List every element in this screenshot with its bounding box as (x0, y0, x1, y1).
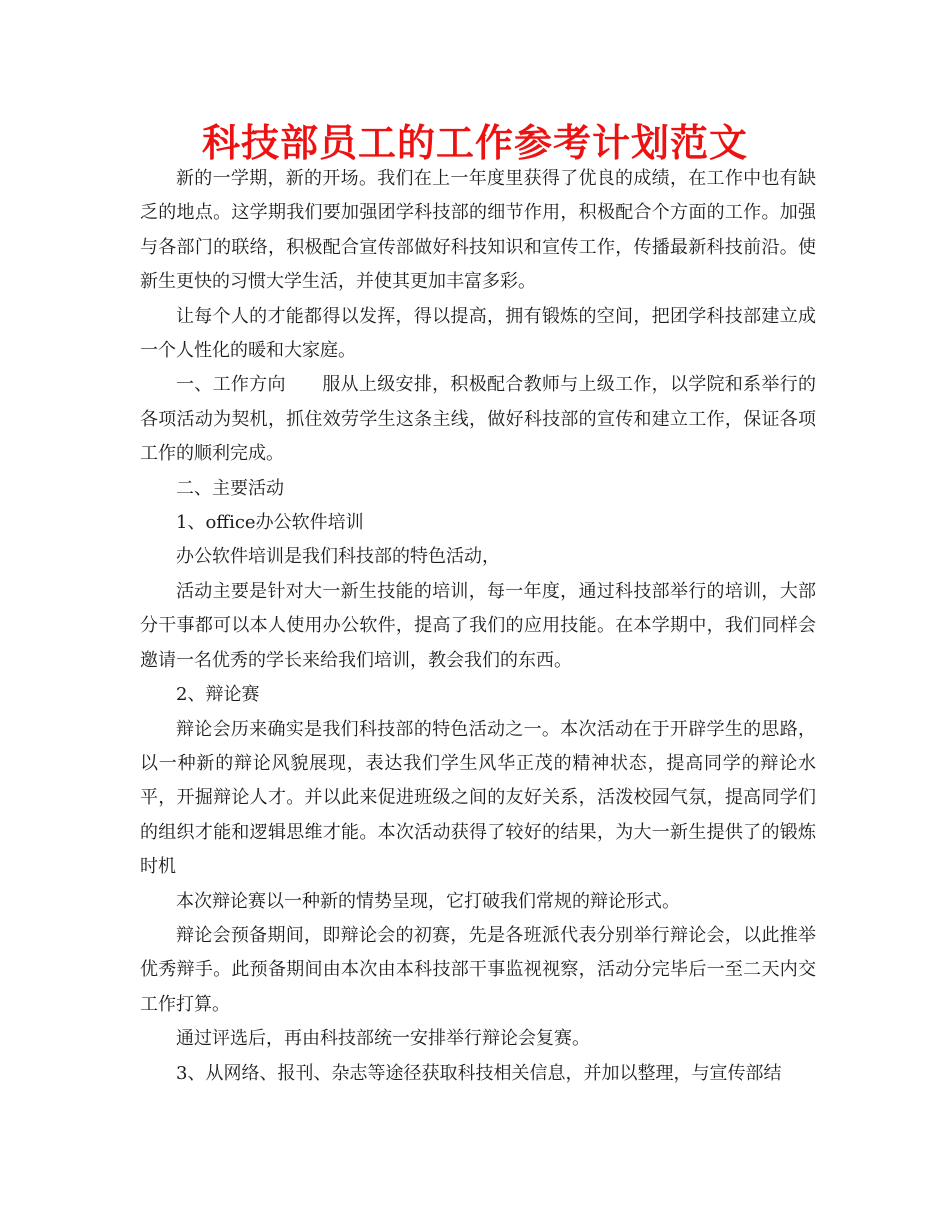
heading-debate: 2、辩论赛 (176, 684, 260, 706)
paragraph-debate-format: 本次辩论赛以一种新的情势呈现，它打破我们常规的辩论形式。 (176, 890, 680, 912)
heading-office-training: 1、office办公软件培训 (176, 512, 364, 534)
paragraph-work-direction: 一、工作方向 服从上级安排，积极配合教师与上级工作，以学院和系举行的各项活动为契机，抓住效劳学生这条主线，做好科技部的宣传和建立工作，保证各项工作的顺利完成。 (140, 374, 816, 465)
paragraph-debate-intro: 辩论会历来确实是我们科技部的特色活动之一。本次活动在于开辟学生的思路，以一种新的辩论风貌展现，表达我们学生风华正茂的精神状态，提高同学的辩论水平，开掘辩论人才。并以此来促进班级之间的友好关系，活泼校园气氛，提高同学们的组织才能和逻辑思维才能。本次活动获得了较好的结果，为大一新生提供了的锻炼时机 (140, 718, 816, 878)
paragraph-debate-semifinal: 通过评选后，再由科技部统一安排举行辩论会复赛。 (176, 1028, 590, 1050)
paragraph-intro: 新的一学期，新的开场。我们在上一年度里获得了优良的成绩，在工作中也有缺乏的地点。这学期我们要加强团学科技部的细节作用，积极配合个方面的工作。加强与各部门的联络，积极配合宣传部做好科技知识和宣传工作，传播最新科技前沿。使新生更快的习惯大学生活，并使其更加丰富多彩。 (140, 168, 816, 293)
document-title: 科技部员工的工作参考计划范文 (201, 121, 748, 165)
paragraph-info-collection: 3、从网络、报刊、杂志等途径获取科技相关信息，并加以整理，与宣传部结 (176, 1062, 782, 1084)
paragraph-debate-prelim: 辩论会预备期间，即辩论会的初赛，先是各班派代表分别举行辩论会，以此推举优秀辩手。此预备期间由本次由本科技部干事监视视察，活动分完毕后一至二天内交工作打算。 (140, 924, 816, 1015)
heading-main-activities: 二、主要活动 (176, 477, 284, 499)
paragraph-office-training-detail: 活动主要是针对大一新生技能的培训，每一年度，通过科技部举行的培训，大部分干事都可以本人使用办公软件，提高了我们的应用技能。在本学期中，我们同样会邀请一名优秀的学长来给我们培训，教会我们的东西。 (140, 580, 816, 671)
paragraph-office-training-intro: 办公软件培训是我们科技部的特色活动， (176, 546, 500, 568)
paragraph-goal: 让每个人的才能都得以发挥，得以提高，拥有锻炼的空间，把团学科技部建立成一个人性化的暖和大家庭。 (140, 305, 816, 362)
document-body (140, 162, 816, 1091)
